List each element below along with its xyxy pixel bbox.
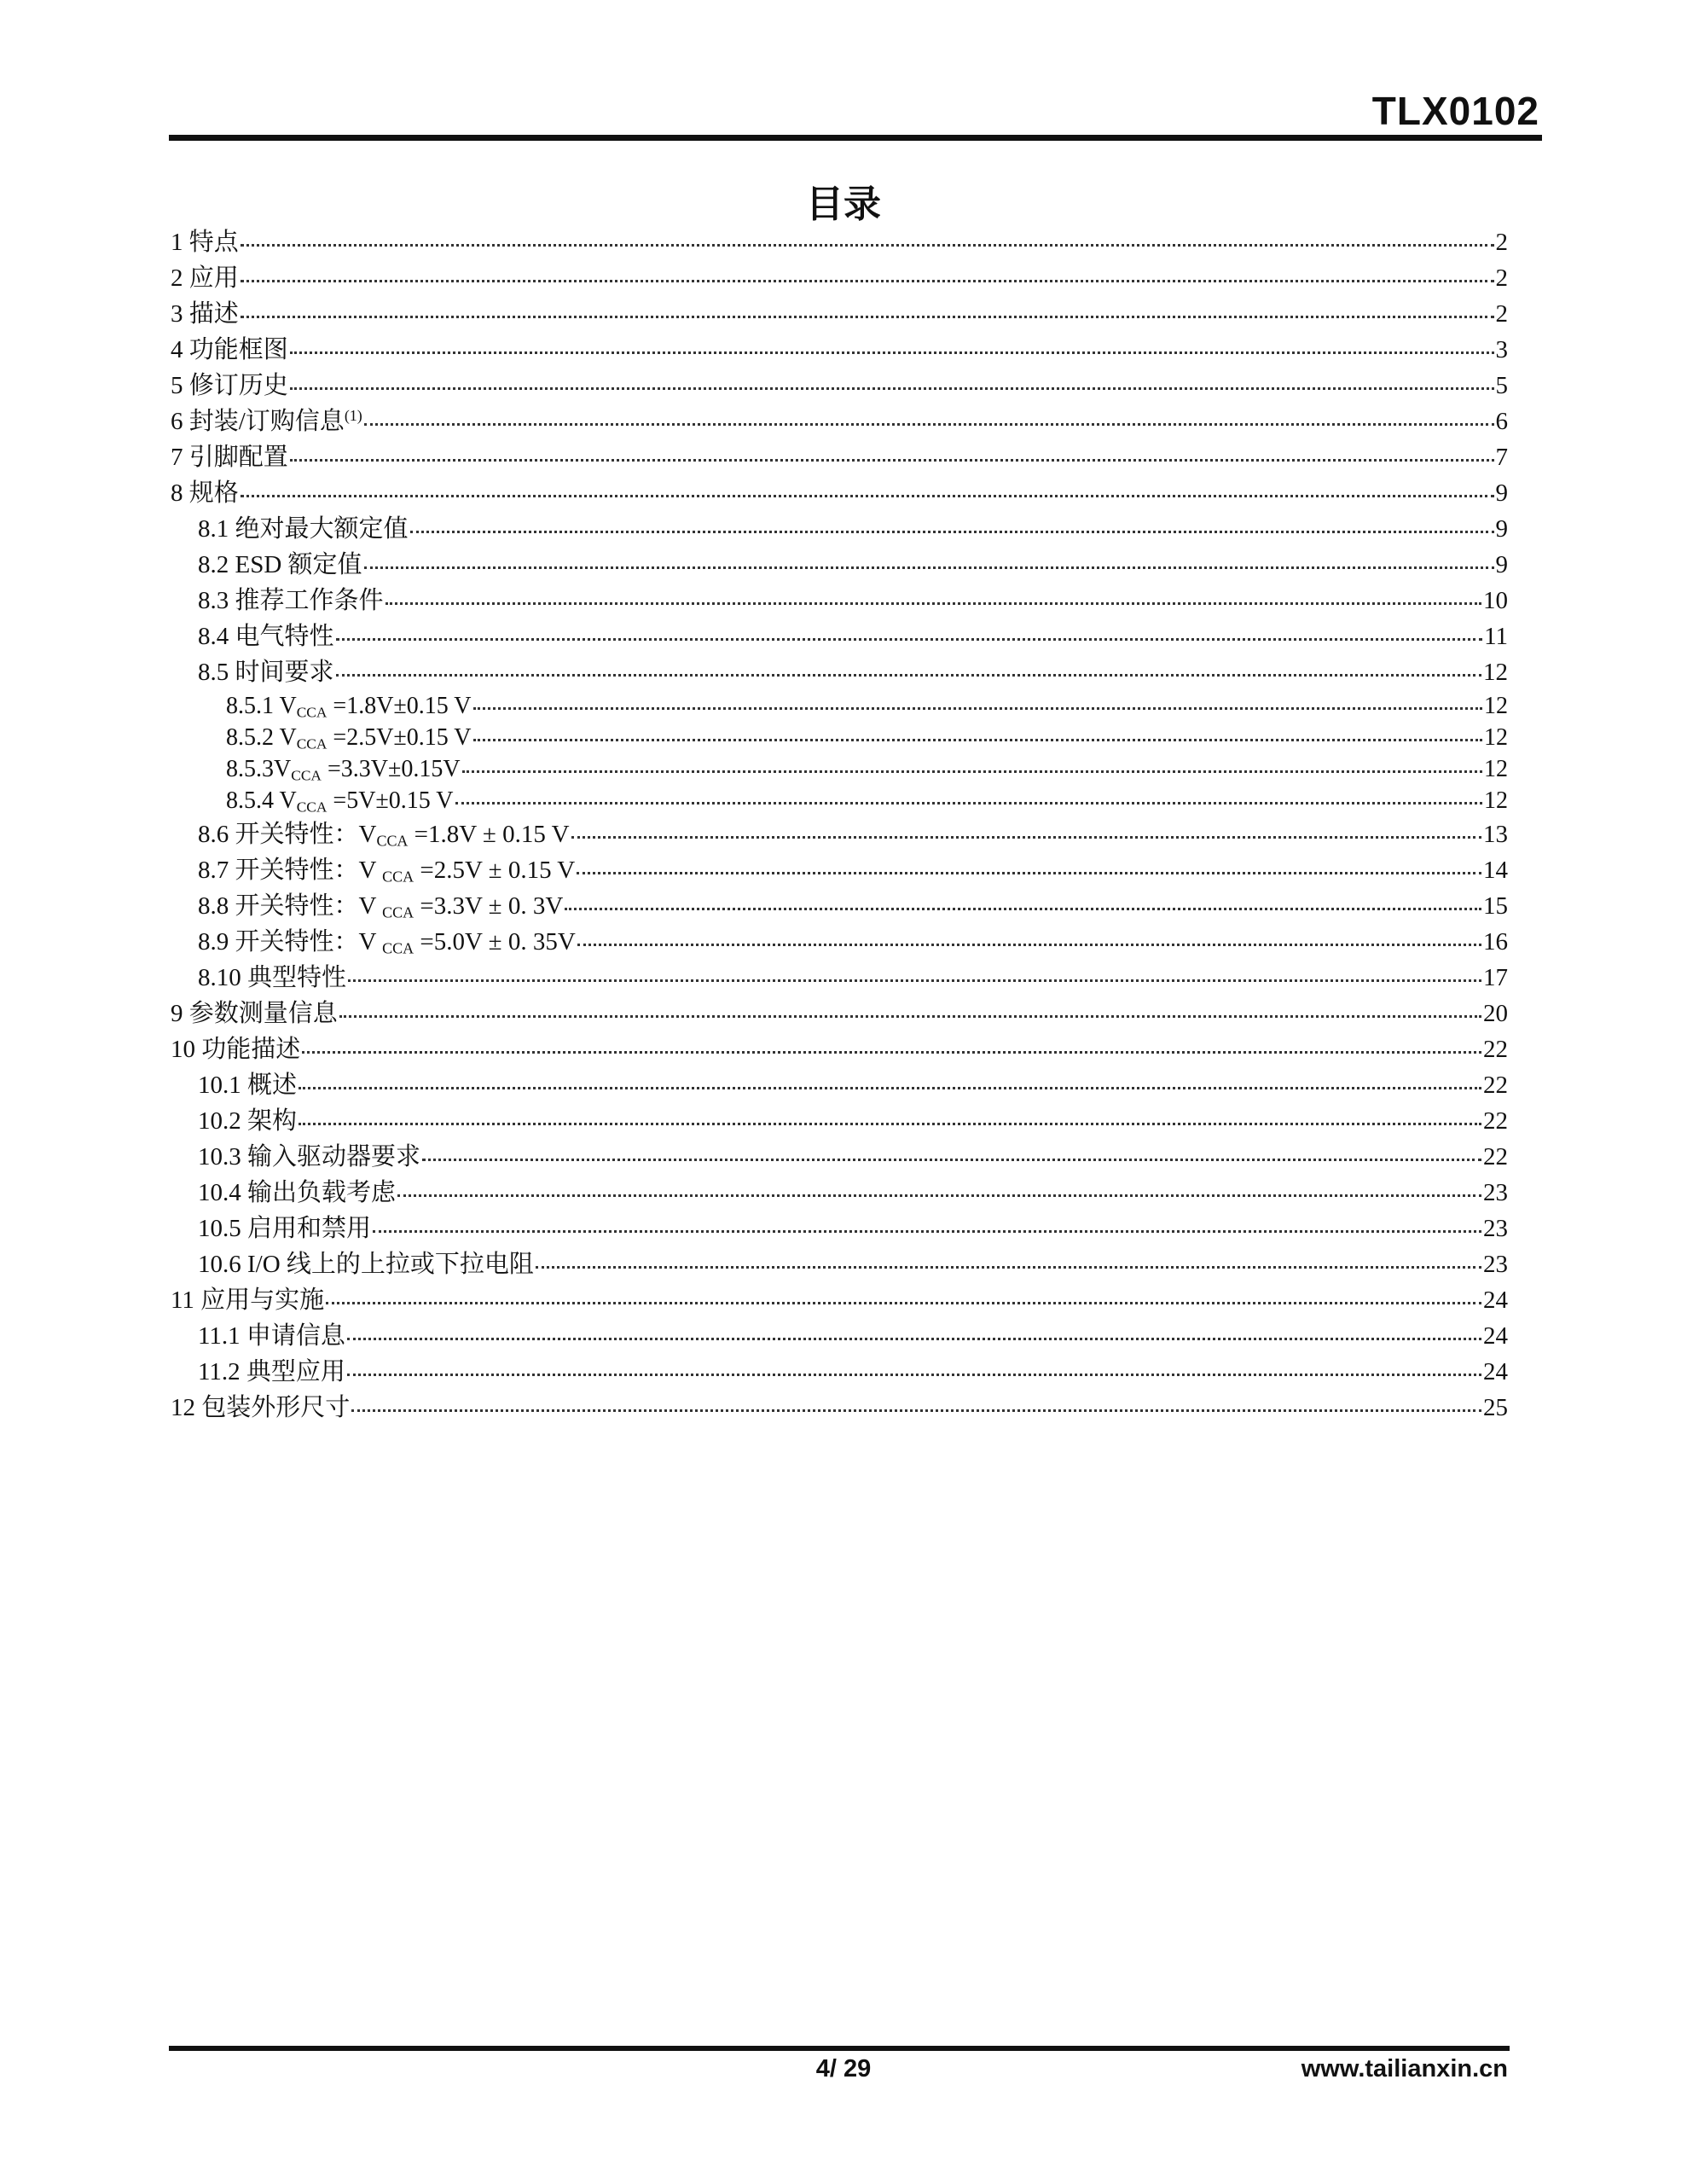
toc-leader <box>302 1050 1481 1054</box>
toc-entry[interactable] <box>171 583 1508 619</box>
label-suffix: =5.0V ± 0. 35V <box>414 928 576 956</box>
toc-entry-label: 10.6 I/O 线上的上拉或下拉电阻 <box>198 1251 534 1278</box>
toc-entry[interactable] <box>171 1211 1508 1246</box>
toc-entry-page: 16 <box>1483 928 1508 956</box>
label-subscript: CCA <box>291 767 322 784</box>
toc-leader <box>473 738 1482 741</box>
toc-entry[interactable] <box>171 1067 1508 1103</box>
toc-entry-label: 2 应用 <box>171 264 239 292</box>
toc-entry-page: 12 <box>1484 787 1508 814</box>
label-subscript: CCA <box>296 799 328 816</box>
toc-leader <box>386 601 1481 605</box>
toc-entry[interactable] <box>171 1031 1508 1067</box>
toc-entry-label: 11.2 典型应用 <box>198 1358 345 1385</box>
toc-entry-label: 10.1 概述 <box>198 1072 298 1099</box>
toc-entry-label <box>198 888 563 924</box>
toc-entry-label: 11.1 申请信息 <box>198 1322 345 1350</box>
toc-leader <box>290 458 1494 462</box>
toc-leader <box>326 1301 1481 1304</box>
toc-entry[interactable] <box>171 996 1508 1031</box>
toc-leader <box>351 1409 1481 1412</box>
toc-entry[interactable] <box>171 332 1508 368</box>
toc-entry-label: 10 功能描述 <box>171 1036 301 1063</box>
toc-entry-label: 8.10 典型特性 <box>198 964 347 991</box>
toc-leader <box>348 979 1481 982</box>
toc-leader <box>455 801 1482 804</box>
label-prefix: 8.8 开关特性：V <box>198 892 383 920</box>
toc-leader <box>410 530 1494 533</box>
toc-entry-label: 10.3 输入驱动器要求 <box>198 1143 421 1170</box>
toc-entry-page: 22 <box>1483 1036 1508 1063</box>
label-subscript: CCA <box>382 939 415 957</box>
toc-entry-page: 12 <box>1484 693 1508 719</box>
toc-title: 目录 <box>806 183 881 226</box>
label-suffix: =5V±0.15 V <box>327 787 454 814</box>
label-prefix: 8.7 开关特性：V <box>198 857 383 884</box>
toc-entry[interactable] <box>171 619 1508 654</box>
toc-entry-page: 20 <box>1483 1000 1508 1027</box>
document-id: TLX0102 <box>1371 89 1539 133</box>
toc-entry-page: 7 <box>1495 444 1508 471</box>
toc-entry[interactable] <box>171 1175 1508 1211</box>
toc-entry[interactable] <box>171 296 1508 332</box>
toc-entry-page: 24 <box>1483 1287 1508 1314</box>
label-suffix: =1.8V±0.15 V <box>327 693 472 719</box>
toc-entry-page: 17 <box>1483 964 1508 991</box>
toc-leader <box>364 566 1494 569</box>
toc-entry-label: 12 包装外形尺寸 <box>171 1394 351 1421</box>
toc-entry-page: 14 <box>1483 857 1508 884</box>
toc-leader <box>565 907 1481 910</box>
toc-entry-label: 3 描述 <box>171 300 239 328</box>
toc-entry-page: 22 <box>1483 1072 1508 1099</box>
toc-leader <box>347 1373 1481 1376</box>
toc-entry-label: 8.4 电气特性 <box>198 623 334 650</box>
toc-entry-page: 2 <box>1495 300 1508 328</box>
toc-entry-label <box>171 404 362 439</box>
toc-entry-page: 24 <box>1483 1358 1508 1385</box>
toc-entry[interactable] <box>171 816 1508 852</box>
toc-entry[interactable] <box>171 1390 1508 1426</box>
label-subscript: CCA <box>296 704 328 721</box>
toc-entry-page: 22 <box>1483 1107 1508 1135</box>
label-suffix: =3.3V ± 0. 3V <box>414 892 564 920</box>
toc-leader <box>241 315 1494 318</box>
label-subscript: CCA <box>382 903 415 921</box>
toc-entry[interactable] <box>171 924 1508 960</box>
toc-entry-page: 9 <box>1495 479 1508 507</box>
toc-entry-label: 9 参数测量信息 <box>171 1000 338 1027</box>
label-prefix: 8.5.4 V <box>226 787 297 814</box>
toc-leader <box>536 1265 1481 1269</box>
toc-entry-page: 12 <box>1484 724 1508 751</box>
label-prefix: 8.5.3V <box>226 756 292 782</box>
toc-entry[interactable] <box>171 1282 1508 1318</box>
toc-entry[interactable] <box>171 224 1508 260</box>
label-suffix: =3.3V±0.15V <box>321 756 461 782</box>
label-suffix: =2.5V±0.15 V <box>327 724 472 751</box>
toc-entry-label: 10.2 架构 <box>198 1107 298 1135</box>
toc-leader <box>347 1337 1481 1340</box>
toc-leader <box>299 1086 1481 1089</box>
toc-entry-page: 15 <box>1483 892 1508 920</box>
toc-leader <box>241 243 1494 247</box>
label-suffix: =1.8V ± 0.15 V <box>408 821 570 848</box>
table-of-contents <box>171 224 1508 1426</box>
toc-entry[interactable] <box>171 722 1508 753</box>
toc-leader <box>577 943 1481 946</box>
toc-entry[interactable] <box>171 888 1508 924</box>
toc-entry[interactable] <box>171 547 1508 583</box>
toc-leader <box>571 835 1481 839</box>
toc-entry[interactable] <box>171 785 1508 816</box>
toc-entry-label <box>226 785 454 816</box>
toc-leader <box>373 1229 1481 1233</box>
toc-entry-label: 10.5 启用和禁用 <box>198 1215 372 1242</box>
toc-entry-page: 3 <box>1495 336 1508 363</box>
toc-leader <box>473 706 1482 710</box>
toc-entry[interactable] <box>171 260 1508 296</box>
toc-entry-page: 2 <box>1495 229 1508 256</box>
toc-entry-label <box>198 816 570 852</box>
toc-entry-page: 5 <box>1495 372 1508 399</box>
toc-entry-page: 25 <box>1483 1394 1508 1421</box>
footnote-marker: (1) <box>344 407 362 425</box>
toc-leader <box>462 770 1482 773</box>
toc-entry-label: 11 应用与实施 <box>171 1287 325 1314</box>
toc-entry-label: 8.3 推荐工作条件 <box>198 587 384 614</box>
toc-entry-page: 22 <box>1483 1143 1508 1170</box>
label-prefix: 8.5.1 V <box>226 693 297 719</box>
toc-entry[interactable] <box>171 439 1508 475</box>
label-prefix: 8.6 开关特性：V <box>198 821 377 848</box>
toc-entry-page: 23 <box>1483 1251 1508 1278</box>
toc-entry-label <box>226 753 461 785</box>
toc-entry[interactable] <box>171 753 1508 785</box>
toc-leader <box>336 673 1481 677</box>
toc-entry[interactable] <box>171 852 1508 888</box>
label-subscript: CCA <box>382 868 415 886</box>
toc-entry-label <box>198 852 575 888</box>
label-subscript: CCA <box>296 735 328 752</box>
page-number: 4/ 29 <box>815 2055 872 2082</box>
toc-entry-label: 8.2 ESD 额定值 <box>198 551 362 578</box>
toc-leader <box>241 279 1494 282</box>
toc-entry[interactable] <box>171 690 1508 722</box>
toc-entry[interactable] <box>171 1139 1508 1175</box>
toc-leader <box>339 1014 1481 1018</box>
toc-entry-page: 23 <box>1483 1215 1508 1242</box>
toc-entry-page: 11 <box>1484 623 1508 650</box>
toc-entry[interactable] <box>171 404 1508 439</box>
label-suffix: =2.5V ± 0.15 V <box>414 857 576 884</box>
toc-entry-label: 4 功能框图 <box>171 336 288 363</box>
toc-leader <box>299 1122 1481 1125</box>
toc-entry-page: 23 <box>1483 1179 1508 1206</box>
toc-entry-page: 2 <box>1495 264 1508 292</box>
toc-entry-label: 1 特点 <box>171 229 239 256</box>
toc-entry-page: 9 <box>1495 515 1508 543</box>
toc-entry[interactable] <box>171 368 1508 404</box>
toc-entry-page: 10 <box>1483 587 1508 614</box>
toc-entry[interactable] <box>171 511 1508 547</box>
label-prefix: 8.9 开关特性：V <box>198 928 383 956</box>
toc-entry-page: 13 <box>1483 821 1508 848</box>
toc-entry-label: 8.5 时间要求 <box>198 659 334 686</box>
toc-leader <box>397 1194 1481 1197</box>
label-subscript: CCA <box>376 832 409 850</box>
toc-entry[interactable] <box>171 1354 1508 1390</box>
toc-leader <box>290 351 1494 354</box>
toc-entry[interactable] <box>171 1246 1508 1282</box>
toc-entry-label: 8.1 绝对最大额定值 <box>198 515 409 543</box>
label-prefix: 8.5.2 V <box>226 724 297 751</box>
toc-leader <box>241 494 1494 497</box>
toc-entry[interactable] <box>171 654 1508 690</box>
toc-entry[interactable] <box>171 1318 1508 1354</box>
toc-entry-label <box>226 722 472 753</box>
toc-entry-label-text: 6 封装/订购信息 <box>171 408 345 435</box>
toc-entry[interactable] <box>171 1103 1508 1139</box>
website-link[interactable]: www.tailianxin.cn <box>1301 2055 1508 2082</box>
toc-entry-label: 5 修订历史 <box>171 372 288 399</box>
toc-entry[interactable] <box>171 475 1508 511</box>
toc-leader <box>364 422 1494 426</box>
toc-entry[interactable] <box>171 960 1508 996</box>
toc-entry-page: 12 <box>1483 659 1508 686</box>
toc-entry-label <box>198 924 576 960</box>
toc-leader <box>422 1158 1481 1161</box>
toc-leader <box>336 637 1483 641</box>
header-rule <box>169 135 1542 141</box>
toc-entry-page: 6 <box>1495 408 1508 435</box>
toc-entry-label: 10.4 输出负载考虑 <box>198 1179 397 1206</box>
toc-leader <box>290 386 1494 390</box>
toc-entry-page: 12 <box>1484 756 1508 782</box>
toc-entry-label: 8 规格 <box>171 479 239 507</box>
toc-entry-label <box>226 690 472 722</box>
footer-rule <box>169 2046 1510 2051</box>
toc-leader <box>577 871 1481 874</box>
toc-entry-page: 24 <box>1483 1322 1508 1350</box>
toc-entry-label: 7 引脚配置 <box>171 444 288 471</box>
toc-entry-page: 9 <box>1495 551 1508 578</box>
